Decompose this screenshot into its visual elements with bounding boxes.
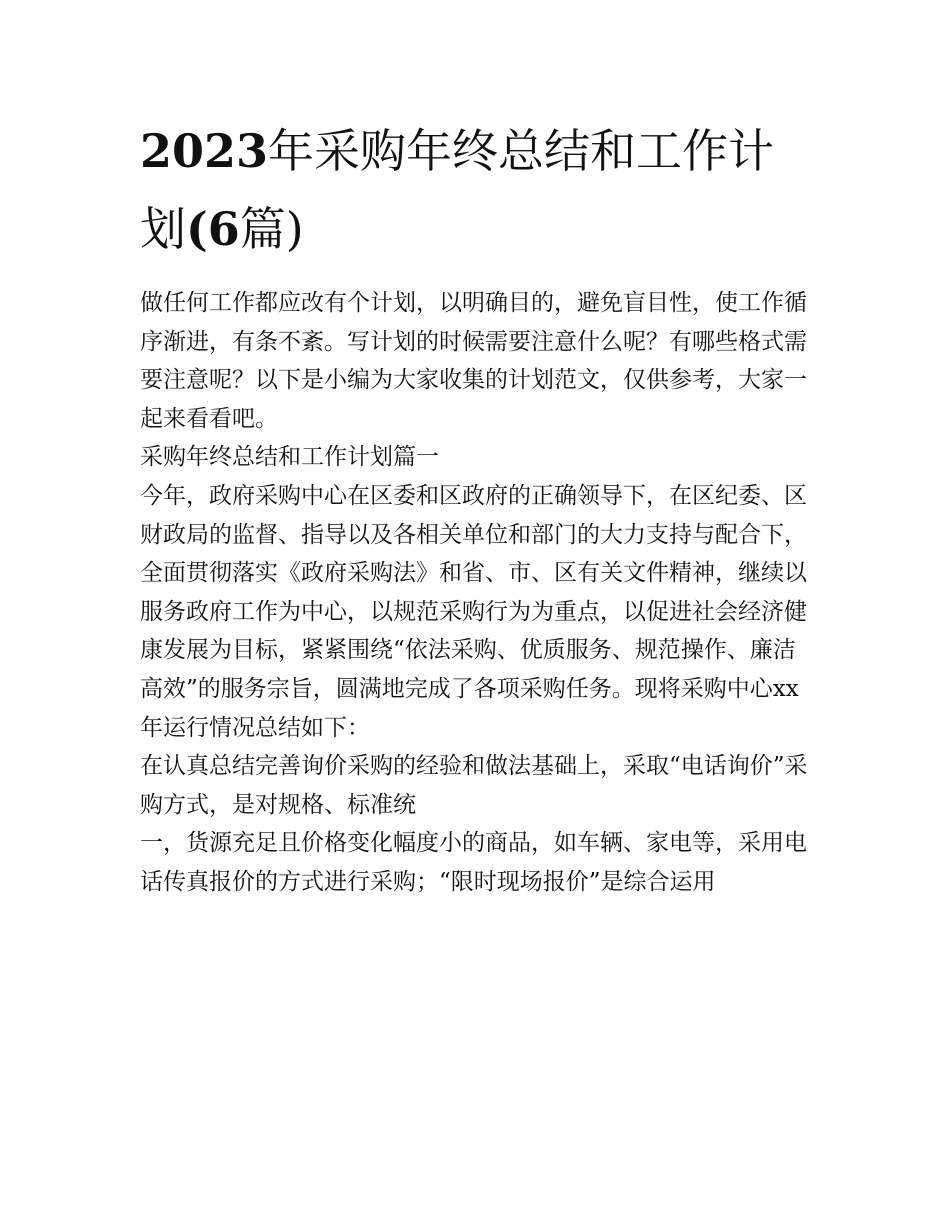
title-text: 年采购年终总结和工作计 xyxy=(268,124,775,178)
body-paragraph-3: 一，货源充足且价格变化幅度小的商品，如车辆、家电等，采用电话传真报价的方式进行采购；“限时现场报价”是综合运用 xyxy=(140,830,807,895)
title-suffix: 篇) xyxy=(239,202,304,256)
title-count: 6 xyxy=(207,202,240,256)
body-paragraph-1: 今年，政府采购中心在区委和区政府的正确领导下，在区纪委、区财政局的监督、指导以及各相关单位和部门的大力支持与配合下，全面贯彻落实《政府采购法》和省、市、区有关文件精神，继续以服务政府工作为中心，以规范采购行为为重点，以促进社会经济健康发展为目标，紧紧围绕“依法采购、优质服务、规范操作、廉洁高效”的服务宗旨，圆满地完成了各项采购任务。现将采购中心xx年运行情况总结如下： xyxy=(140,482,807,741)
title-year: 2023 xyxy=(140,124,269,178)
intro-paragraph: 做任何工作都应改有个计划，以明确目的，避免盲目性，使工作循序渐进，有条不紊。写计划的时候需要注意什么呢？有哪些格式需要注意呢？以下是小编为大家收集的计划范文，仅供参考，大家一起来看看吧。 xyxy=(140,290,807,432)
document-title xyxy=(140,112,812,268)
title-paren-open: ( xyxy=(186,202,208,256)
document-body xyxy=(140,284,812,902)
title-text-cont: 划 xyxy=(140,202,186,256)
body-paragraph-2: 在认真总结完善询价采购的经验和做法基础上，采取“电话询价”采购方式，是对规格、标准统 xyxy=(140,753,808,818)
section-heading: 采购年终总结和工作计划篇一 xyxy=(140,444,439,471)
